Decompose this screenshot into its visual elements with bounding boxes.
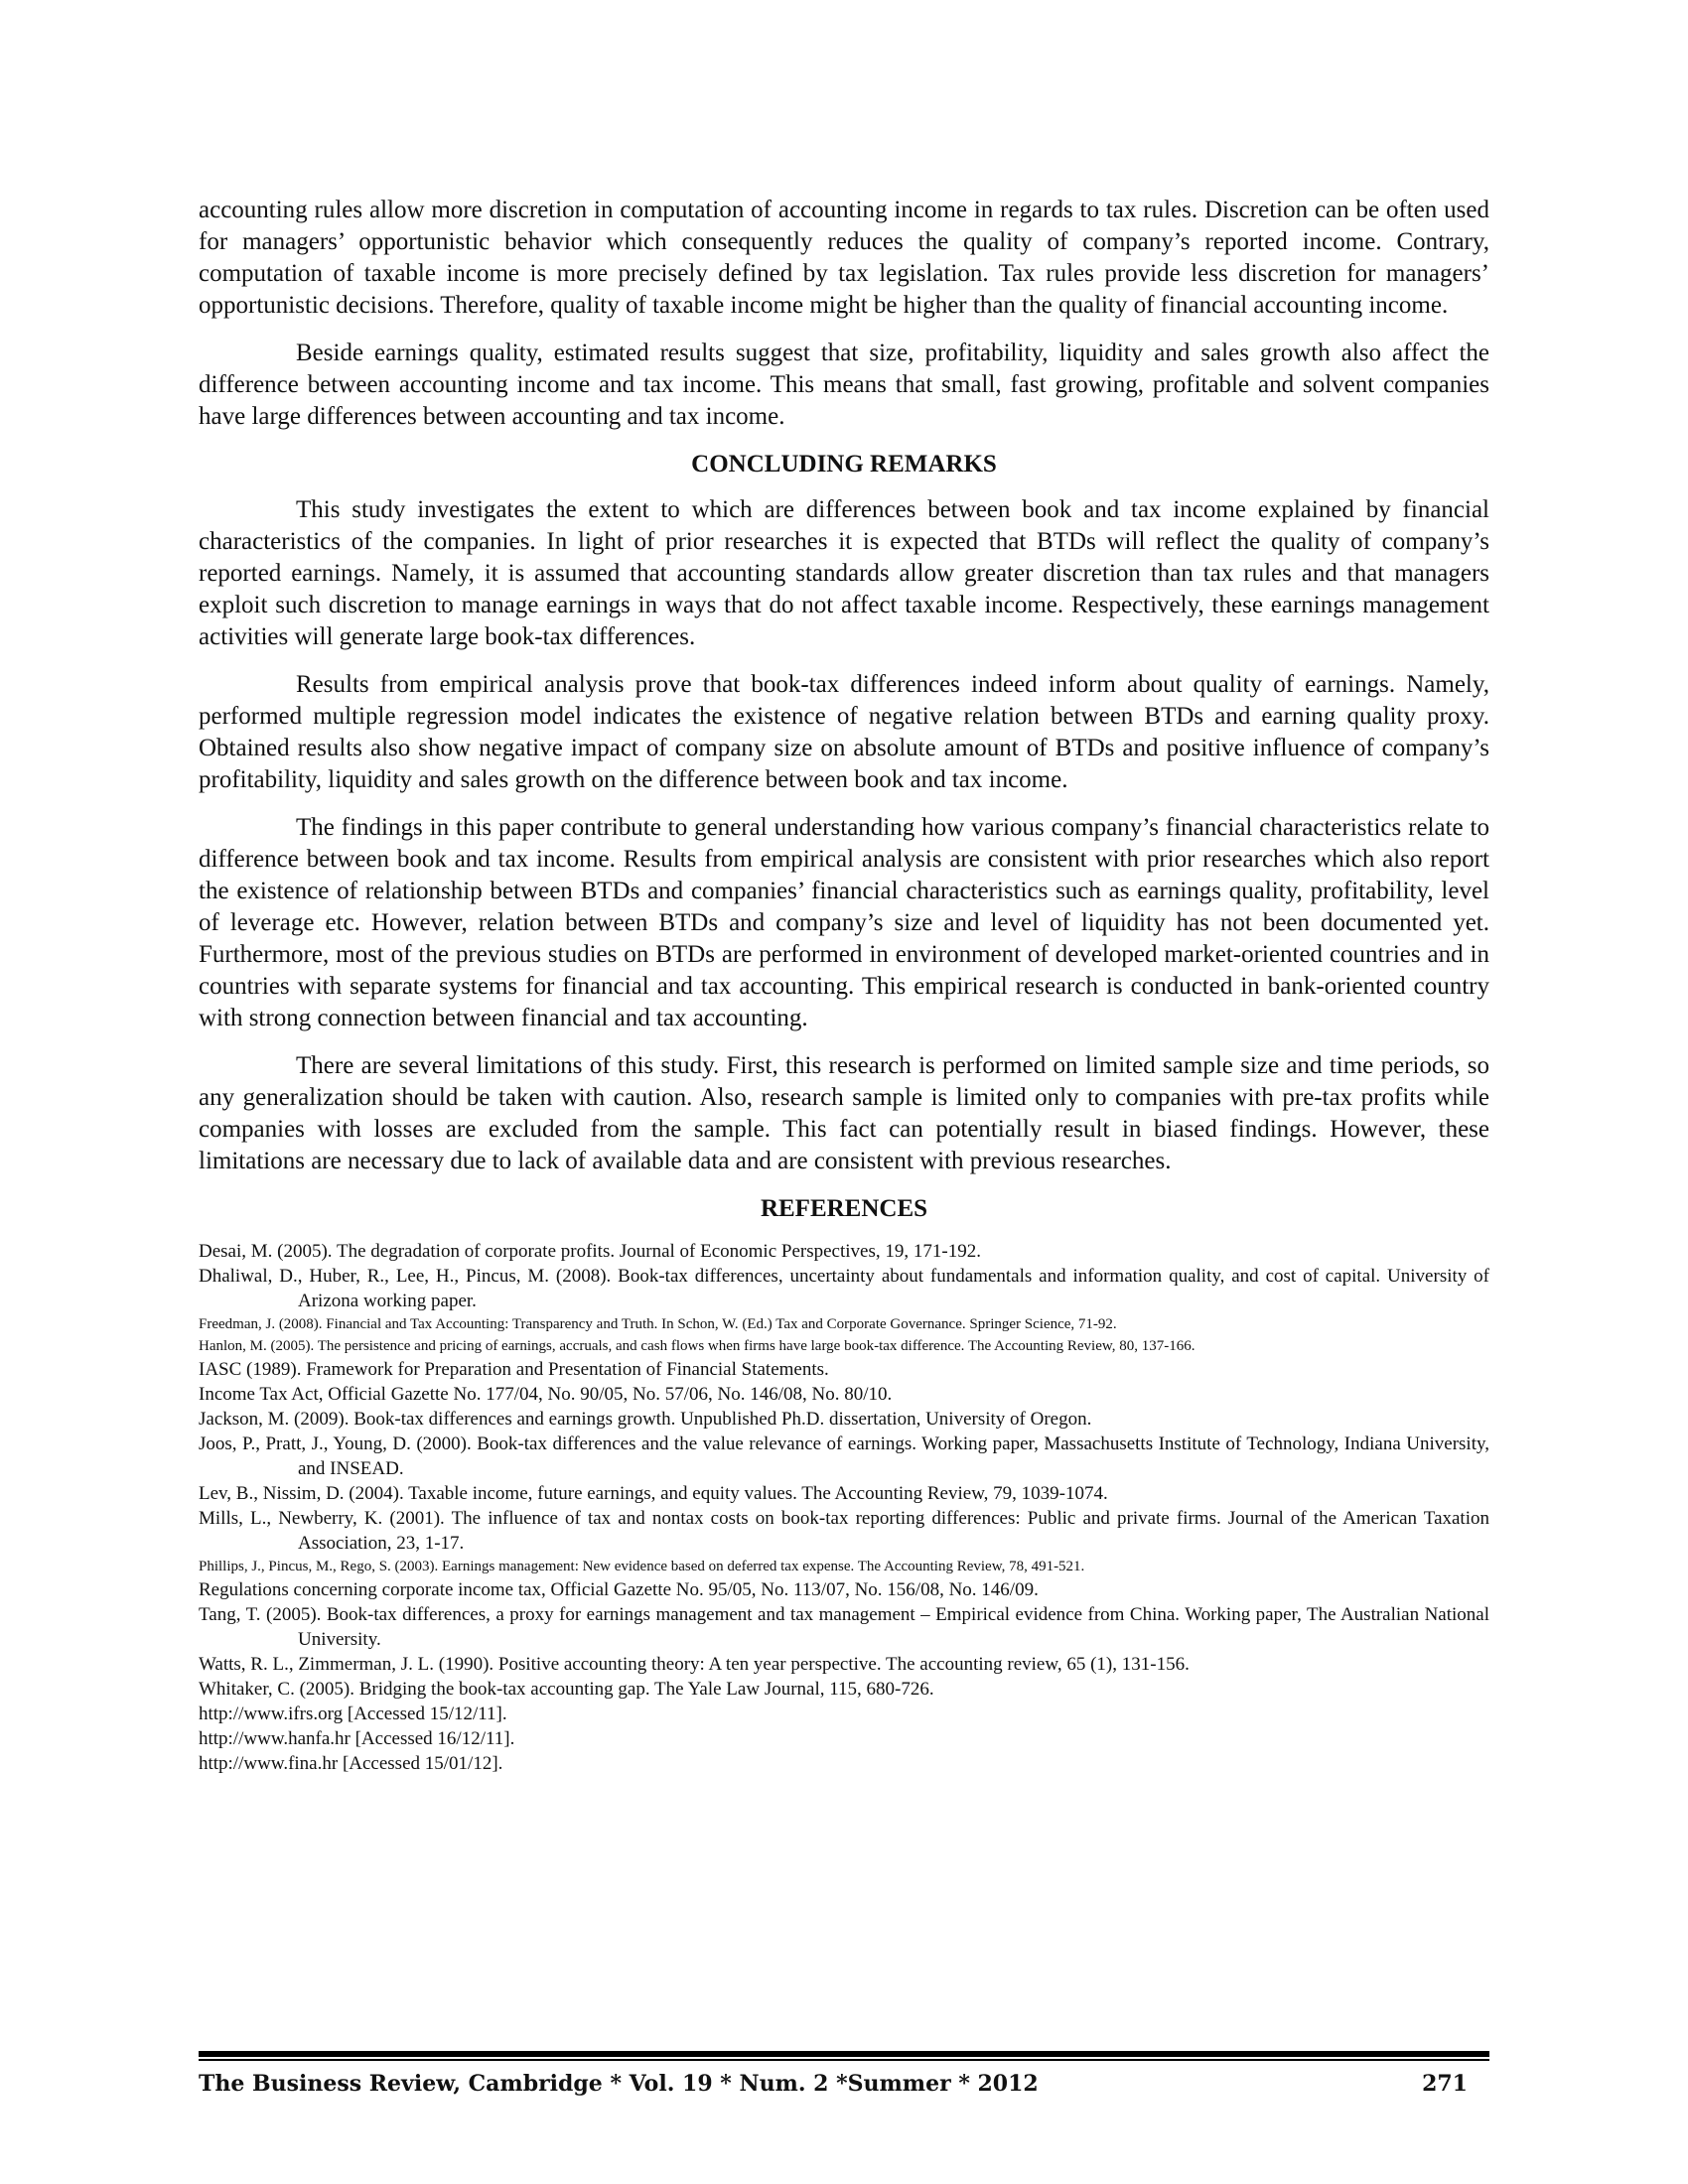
reference-item: Jackson, M. (2009). Book-tax differences and earnings growth. Unpublished Ph.D. dissertation, University of Oregon. <box>199 1409 1092 1430</box>
page-content <box>199 195 1489 1776</box>
body-paragraph: accounting rules allow more discretion in computation of accounting income in regards to tax rules. Discretion can be often used for managers’ opportunistic behavior which consequently reduces the quality of company’s reported income. Contrary, computation of taxable income is more precisely defined by tax legislation. Tax rules provide less discretion for managers’ opportunistic decisions. Therefore, quality of taxable income might be higher than the quality of financial accounting income. <box>199 197 1489 319</box>
reference-item: Watts, R. L., Zimmerman, J. L. (1990). Positive accounting theory: A ten year perspective. The accounting review, 65 (1), 131-156. <box>199 1654 1190 1675</box>
reference-item: Hanlon, M. (2005). The persistence and pricing of earnings, accruals, and cash flows when firms have large book-tax difference. The Accounting Review, 80, 137-166. <box>199 1338 1196 1354</box>
reference-item: Lev, B., Nissim, D. (2004). Taxable income, future earnings, and equity values. The Accounting Review, 79, 1039-1074. <box>199 1483 1108 1504</box>
footer-rule-thick <box>199 2051 1489 2057</box>
reference-item: Freedman, J. (2008). Financial and Tax Accounting: Transparency and Truth. In Schon, W. (Ed.) Tax and Corporate Governance. Springer Science, 71-92. <box>199 1316 1117 1332</box>
reference-link[interactable]: http://www.ifrs.org [Accessed 15/12/11]. <box>199 1704 507 1724</box>
reference-item: Income Tax Act, Official Gazette No. 177/04, No. 90/05, No. 57/06, No. 146/08, No. 80/10. <box>199 1384 893 1405</box>
reference-item: Dhaliwal, D., Huber, R., Lee, H., Pincus, M. (2008). Book-tax differences, uncertainty about fundamentals and information quality, and cost of capital. University of Arizona working paper. <box>199 1266 1489 1311</box>
section-heading-concluding-remarks: CONCLUDING REMARKS <box>691 451 997 478</box>
reference-link[interactable]: http://www.hanfa.hr [Accessed 16/12/11]. <box>199 1728 515 1749</box>
body-paragraph: This study investigates the extent to which are differences between book and tax income explained by financial characteristics of the companies. In light of prior researches it is expected that BTDs will reflect the quality of company’s reported earnings. Namely, it is assumed that accounting standards allow greater discretion than tax rules and that managers exploit such discretion to manage earnings in ways that do not affect taxable income. Respectively, these earnings management activities will generate large book-tax differences. <box>199 496 1489 650</box>
reference-item: Joos, P., Pratt, J., Young, D. (2000). Book-tax differences and the value relevance of earnings. Working paper, Massachusetts Institute of Technology, Indiana University, and INSEAD. <box>199 1433 1489 1479</box>
body-paragraph: There are several limitations of this study. First, this research is performed on limited sample size and time periods, so any generalization should be taken with caution. Also, research sample is limited only to companies with pre-tax profits while companies with losses are excluded from the sample. This fact can potentially result in biased findings. However, these limitations are necessary due to lack of available data and are consistent with previous researches. <box>199 1052 1489 1174</box>
reference-item: Whitaker, C. (2005). Bridging the book-tax accounting gap. The Yale Law Journal, 115, 680-726. <box>199 1679 934 1700</box>
reference-item: Regulations concerning corporate income tax, Official Gazette No. 95/05, No. 113/07, No. 156/08, No. 146/09. <box>199 1579 1039 1600</box>
page-number: 271 <box>1422 2071 1468 2097</box>
footer-rule-thin <box>199 2059 1489 2061</box>
reference-item: Tang, T. (2005). Book-tax differences, a proxy for earnings management and tax management – Empirical evidence from China. Working paper, The Australian National University. <box>199 1604 1489 1650</box>
journal-citation: The Business Review, Cambridge * Vol. 19 * Num. 2 *Summer * 2012 <box>199 2071 1039 2097</box>
reference-item: IASC (1989). Framework for Preparation and Presentation of Financial Statements. <box>199 1359 829 1380</box>
reference-link[interactable]: http://www.fina.hr [Accessed 15/01/12]. <box>199 1753 503 1774</box>
section-heading-references: REFERENCES <box>760 1195 928 1222</box>
reference-item: Mills, L., Newberry, K. (2001). The influence of tax and nontax costs on book-tax reporting differences: Public and private firms. Journal of the American Taxation Association, 23, 1-17. <box>199 1508 1489 1554</box>
body-paragraph: Results from empirical analysis prove that book-tax differences indeed inform about quality of earnings. Namely, performed multiple regression model indicates the existence of negative relation between BTDs and earning quality proxy. Obtained results also show negative impact of company size on absolute amount of BTDs and positive influence of company’s profitability, liquidity and sales growth on the difference between book and tax income. <box>199 671 1489 793</box>
reference-item: Desai, M. (2005). The degradation of corporate profits. Journal of Economic Perspectives, 19, 171-192. <box>199 1241 981 1262</box>
body-paragraph: Beside earnings quality, estimated results suggest that size, profitability, liquidity and sales growth also affect the difference between accounting income and tax income. This means that small, fast growing, profitable and solvent companies have large differences between accounting and tax income. <box>199 340 1489 430</box>
body-paragraph: The findings in this paper contribute to general understanding how various company’s financial characteristics relate to difference between book and tax income. Results from empirical analysis are consistent with prior researches which also report the existence of relationship between BTDs and companies’ financial characteristics such as earnings quality, profitability, level of leverage etc. However, relation between BTDs and company’s size and level of liquidity has not been documented yet. Furthermore, most of the previous studies on BTDs are performed in environment of developed market-oriented countries and in countries with separate systems for financial and tax accounting. This empirical research is conducted in bank-oriented country with strong connection between financial and tax accounting. <box>199 814 1489 1031</box>
page-footer <box>199 2051 1489 2097</box>
reference-item: Phillips, J., Pincus, M., Rego, S. (2003). Earnings management: New evidence based on deferred tax expense. The Accounting Review, 78, 491-521. <box>199 1559 1085 1574</box>
references-list <box>199 1239 1489 1776</box>
